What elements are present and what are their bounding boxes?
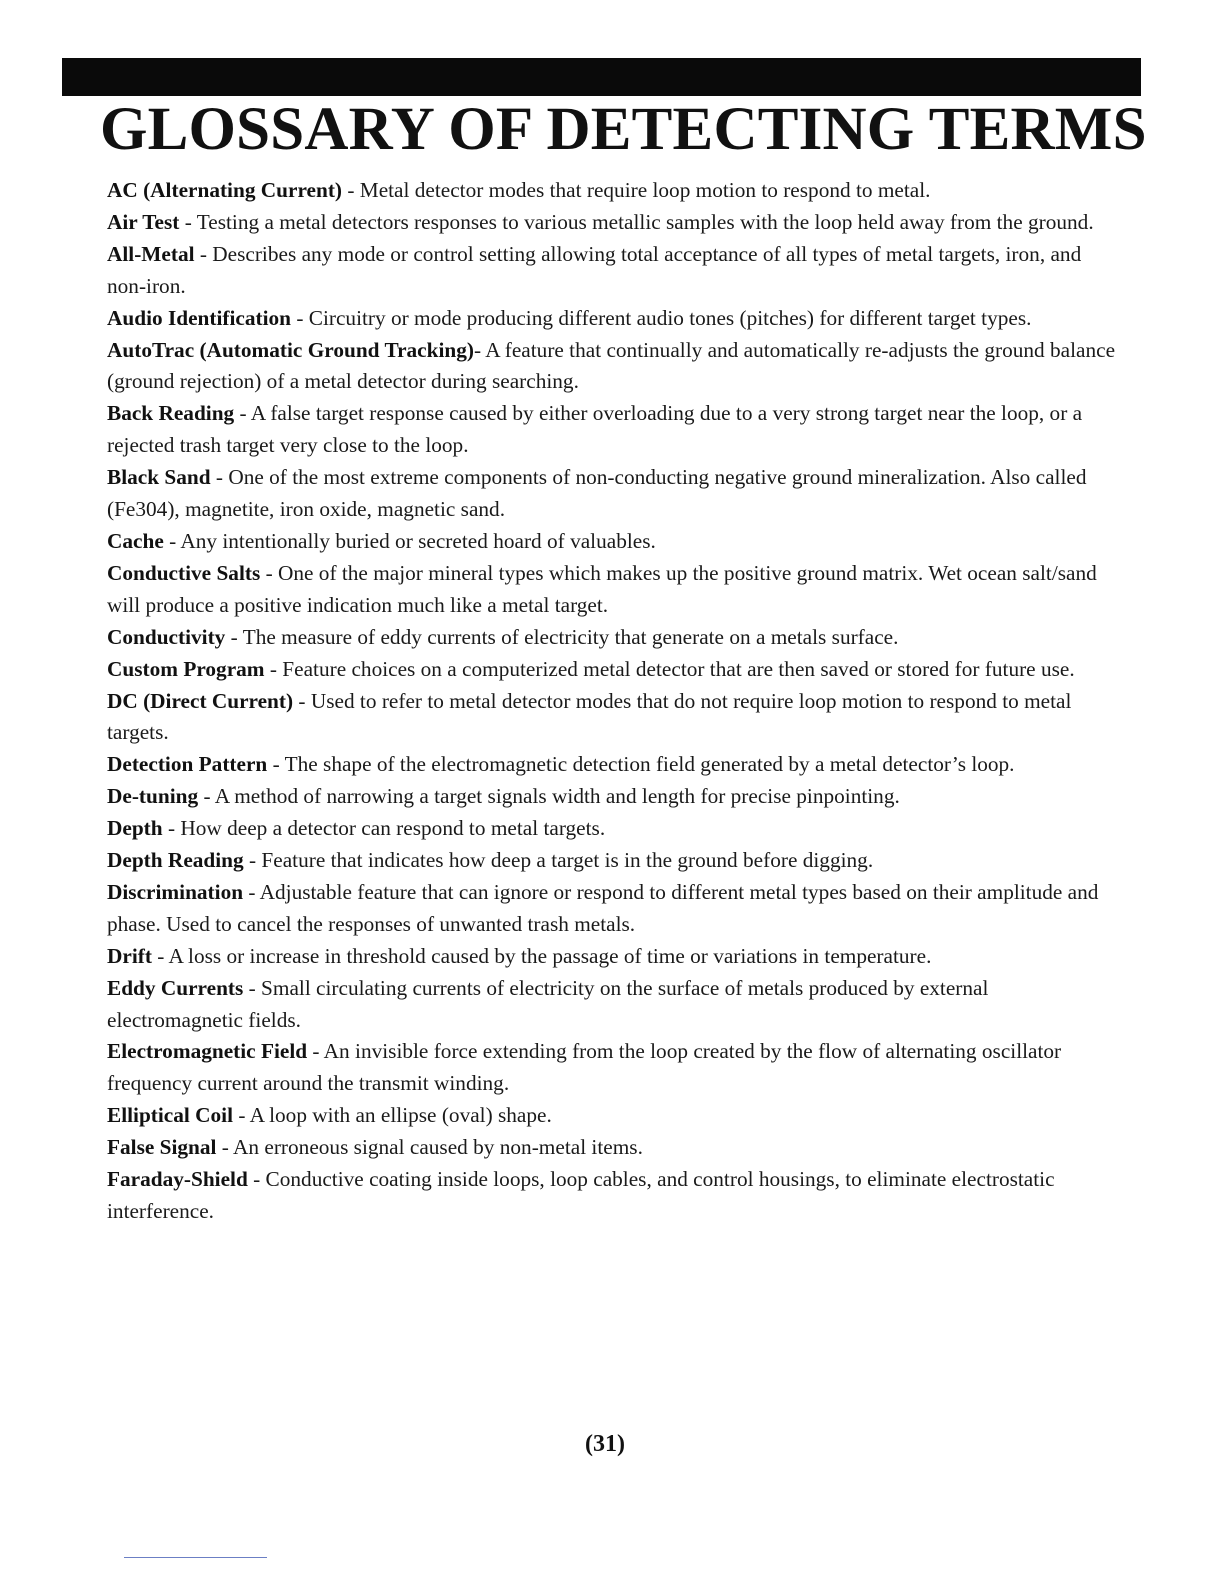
glossary-term: Custom Program bbox=[107, 656, 265, 681]
glossary-definition: - A loop with an ellipse (oval) shape. bbox=[233, 1103, 552, 1128]
glossary-definition: - An erroneous signal caused by non-metal items. bbox=[216, 1135, 643, 1160]
glossary-entry bbox=[107, 941, 1117, 973]
glossary-definition: - A feature that continually and automatically re-adjusts the ground balance (ground rejection) of a metal detector during searching. bbox=[107, 337, 1116, 394]
glossary-definition: - Circuitry or mode producing different audio tones (pitches) for different target types. bbox=[291, 305, 1032, 330]
glossary-entry bbox=[107, 207, 1117, 239]
glossary-term: False Signal bbox=[107, 1135, 217, 1160]
glossary-definition: - How deep a detector can respond to metal targets. bbox=[162, 816, 606, 841]
glossary-entry bbox=[107, 558, 1117, 622]
glossary-term: De-tuning bbox=[107, 784, 199, 809]
glossary-entry bbox=[107, 686, 1117, 750]
glossary-term: Conductive Salts bbox=[107, 560, 261, 585]
glossary-entry bbox=[107, 622, 1117, 654]
glossary-term: Drift bbox=[107, 943, 152, 968]
glossary-term: Audio Identification bbox=[107, 305, 292, 330]
glossary-definition: - A false target response caused by either overloading due to a very strong target near the loop, or a rejected trash target very close to the loop. bbox=[107, 401, 1083, 458]
glossary-definition: - The shape of the electromagnetic detection field generated by a metal detector’s loop. bbox=[267, 752, 1015, 777]
glossary-entry bbox=[107, 303, 1117, 335]
glossary-entry bbox=[107, 749, 1117, 781]
glossary-definition: - Testing a metal detectors responses to various metallic samples with the loop held away from the ground. bbox=[179, 209, 1094, 234]
glossary-entry bbox=[107, 335, 1117, 399]
glossary-entry bbox=[107, 1036, 1117, 1100]
glossary-definition: - Used to refer to metal detector modes that do not require loop motion to respond to metal targets. bbox=[107, 688, 1072, 745]
glossary-entry bbox=[107, 654, 1117, 686]
glossary-term: DC (Direct Current) bbox=[107, 688, 294, 713]
glossary-term: Cache bbox=[107, 528, 164, 553]
glossary-term: All-Metal bbox=[107, 241, 195, 266]
glossary-definition: - One of the major mineral types which makes up the positive ground matrix. Wet ocean salt/sand will produce a positive indication much like a metal target. bbox=[107, 560, 1097, 617]
glossary-entry bbox=[107, 175, 1117, 207]
glossary-term: Eddy Currents bbox=[107, 975, 244, 1000]
glossary-entry bbox=[107, 1164, 1117, 1228]
glossary-term: Detection Pattern bbox=[107, 752, 268, 777]
glossary-term: Electromagnetic Field bbox=[107, 1039, 308, 1064]
glossary-entry bbox=[107, 462, 1117, 526]
glossary-definition: - A method of narrowing a target signals width and length for precise pinpointing. bbox=[198, 784, 900, 809]
page-title: GLOSSARY OF DETECTING TERMS bbox=[100, 96, 1147, 163]
glossary-term: Conductivity bbox=[107, 624, 226, 649]
glossary-entry bbox=[107, 781, 1117, 813]
glossary-entry bbox=[107, 1100, 1117, 1132]
glossary-entry bbox=[107, 877, 1117, 941]
glossary-definition: - One of the most extreme components of non-conducting negative ground mineralization. Also called (Fe304), magnetite, iron oxide, magnetic sand. bbox=[107, 465, 1087, 522]
glossary-entry bbox=[107, 1132, 1117, 1164]
glossary-definition: - Describes any mode or control setting allowing total acceptance of all types of metal targets, iron, and non-iron. bbox=[107, 241, 1082, 298]
glossary-entry bbox=[107, 239, 1117, 303]
glossary-term: Elliptical Coil bbox=[107, 1103, 234, 1128]
glossary-definition: - Small circulating currents of electricity on the surface of metals produced by external electromagnetic fields. bbox=[107, 975, 989, 1032]
glossary-definition: - A loss or increase in threshold caused by the passage of time or variations in temperature. bbox=[151, 943, 932, 968]
glossary-entry bbox=[107, 526, 1117, 558]
header-bar bbox=[62, 58, 1141, 96]
page-number: (31) bbox=[585, 1431, 625, 1457]
glossary-definition: - Feature choices on a computerized metal detector that are then saved or stored for future use. bbox=[264, 656, 1075, 681]
glossary-entry bbox=[107, 973, 1117, 1037]
glossary-definition: - Metal detector modes that require loop motion to respond to metal. bbox=[342, 178, 931, 202]
glossary-term: Back Reading bbox=[107, 401, 235, 426]
glossary-definition: - An invisible force extending from the loop created by the flow of alternating oscillator frequency current around the transmit winding. bbox=[107, 1039, 1062, 1096]
glossary-entry bbox=[107, 398, 1117, 462]
glossary-definition: - Feature that indicates how deep a target is in the ground before digging. bbox=[243, 848, 874, 873]
glossary-term: Faraday-Shield bbox=[107, 1167, 248, 1192]
glossary-entry bbox=[107, 845, 1117, 877]
glossary-term: AC (Alternating Current) bbox=[107, 178, 343, 202]
glossary-definition: - Adjustable feature that can ignore or respond to different metal types based on their amplitude and phase. Used to cancel the responses of unwanted trash metals. bbox=[107, 879, 1099, 936]
glossary-term: Depth bbox=[107, 816, 163, 841]
glossary-term: Depth Reading bbox=[107, 848, 244, 873]
glossary-term: Black Sand bbox=[107, 465, 211, 490]
glossary-definition: - Conductive coating inside loops, loop cables, and control housings, to eliminate electrostatic interference. bbox=[107, 1167, 1055, 1223]
glossary-definition: - Any intentionally buried or secreted hoard of valuables. bbox=[163, 528, 656, 553]
glossary-term: AutoTrac (Automatic Ground Tracking) bbox=[107, 337, 474, 362]
footer-divider bbox=[124, 1557, 267, 1558]
glossary-term: Air Test bbox=[107, 209, 180, 234]
glossary-term: Discrimination bbox=[107, 879, 244, 904]
glossary-entry bbox=[107, 813, 1117, 845]
glossary-list bbox=[107, 175, 1117, 1228]
glossary-definition: - The measure of eddy currents of electricity that generate on a metals surface. bbox=[225, 624, 899, 649]
